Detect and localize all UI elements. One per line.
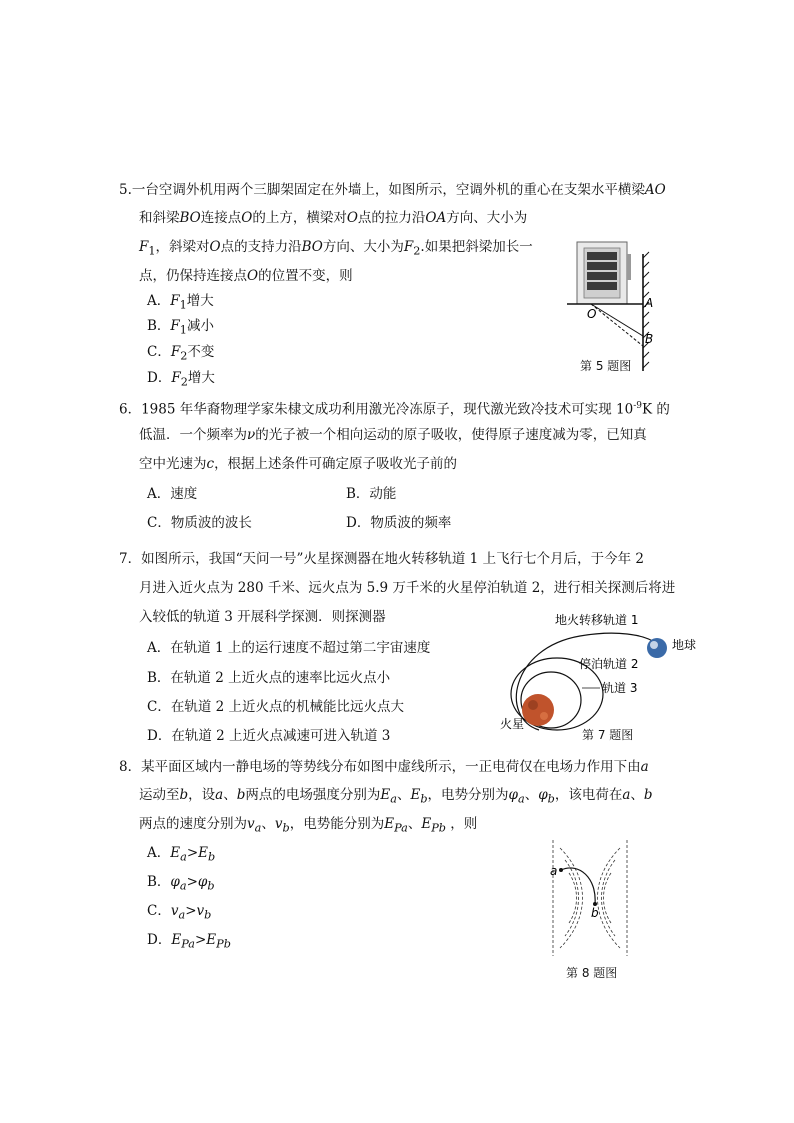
q5-figure bbox=[555, 236, 665, 376]
q5-line-1: 5.一台空调外机用两个三脚架固定在外墙上，如图所示，空调外机的重心在支架水平横梁AO bbox=[119, 182, 666, 198]
q5-line-3: $F_1$，斜梁对O点的支持力沿BO方向、大小为$F_2$.如果把斜梁加长一 bbox=[139, 239, 533, 258]
air-conditioner-unit bbox=[577, 242, 631, 304]
q6-line-1: 6．1985 年华裔物理学家朱棣文成功利用激光冷冻原子，现代激光致冷技术可实现 $10^{-9}K$ 的 bbox=[119, 401, 670, 418]
q7-figure bbox=[495, 608, 705, 743]
q8-figure bbox=[545, 838, 635, 963]
label-b: b bbox=[591, 906, 599, 920]
label-a: a bbox=[550, 864, 558, 878]
label-earth: 地球 bbox=[672, 638, 697, 652]
q5-option-c[interactable]: C．$F_2$不变 bbox=[147, 344, 215, 363]
q6-option-b[interactable]: B．动能 bbox=[346, 486, 397, 502]
q7-line-3: 入较低的轨道 3 开展科学探测．则探测器 bbox=[139, 609, 386, 625]
charge-trajectory bbox=[561, 868, 595, 904]
label-a: A bbox=[645, 296, 654, 310]
q7-caption: 第 7 题图 bbox=[582, 728, 634, 742]
extended-beam bbox=[591, 304, 643, 346]
beam-bo bbox=[591, 304, 643, 336]
q6-option-d[interactable]: D．物质波的频率 bbox=[346, 515, 452, 531]
q5-option-b[interactable]: B．$F_1$减小 bbox=[147, 318, 214, 337]
q5-option-d[interactable]: D．$F_2$增大 bbox=[147, 370, 215, 389]
q6-option-c[interactable]: C．物质波的波长 bbox=[147, 515, 252, 531]
q8-line-3: 两点的速度分别为$v_a$、$v_b$，电势能分别为$E_{Pa}$、$E_{Pb}$ ，则 bbox=[139, 816, 478, 835]
q8-caption: 第 8 题图 bbox=[566, 966, 618, 980]
label-o: O bbox=[587, 307, 597, 321]
wall-hatching bbox=[643, 252, 649, 368]
q7-option-d[interactable]: D．在轨道 2 上近火点减速可进入轨道 3 bbox=[147, 728, 391, 744]
q8-option-a[interactable]: A．$E_a>E_b$ bbox=[147, 845, 216, 864]
label-b: B bbox=[645, 332, 654, 346]
q6-line-3: 空中光速为c，根据上述条件可确定原子吸收光子前的 bbox=[139, 456, 458, 472]
mars-planet bbox=[522, 694, 554, 726]
q7-option-c[interactable]: C．在轨道 2 上近火点的机械能比远火点大 bbox=[147, 699, 405, 715]
label-orbit-2: 停泊轨道 2 bbox=[579, 657, 639, 671]
q5-line-4: 点，仍保持连接点O的位置不变，则 bbox=[139, 268, 353, 284]
equipotential-lines bbox=[553, 840, 627, 956]
q8-option-d[interactable]: D．$E_{Pa}>E_{Pb}$ bbox=[147, 932, 231, 951]
q8-line-1: 8．某平面区域内一静电场的等势线分布如图中虚线所示，一正电荷仅在电场力作用下由a bbox=[119, 759, 649, 775]
point-a bbox=[559, 868, 563, 872]
q7-option-a[interactable]: A．在轨道 1 上的运行速度不超过第二宇宙速度 bbox=[147, 640, 431, 656]
q8-option-c[interactable]: C．$v_a>v_b$ bbox=[147, 903, 212, 922]
q8-option-b[interactable]: B．$\varphi_a>\varphi_b$ bbox=[147, 874, 215, 893]
q5-caption: 第 5 题图 bbox=[580, 359, 632, 373]
q7-line-1: 7．如图所示，我国“天问一号”火星探测器在地火转移轨道 1 上飞行七个月后，于今年 2 bbox=[119, 551, 644, 567]
q7-option-b[interactable]: B．在轨道 2 上近火点的速率比远火点小 bbox=[147, 670, 391, 686]
label-orbit-1: 地火转移轨道 1 bbox=[555, 613, 639, 627]
q7-line-2: 月进入近火点为 280 千米、远火点为 5.9 万千米的火星停泊轨道 2，进行相关探测后将进 bbox=[139, 580, 676, 596]
q5-line-2: 和斜梁BO连接点O的上方，横梁对O点的拉力沿OA方向、大小为 bbox=[139, 210, 528, 226]
label-orbit-3: 轨道 3 bbox=[602, 681, 638, 695]
q6-option-a[interactable]: A．速度 bbox=[147, 486, 198, 502]
earth-planet bbox=[647, 638, 667, 658]
q6-line-2: 低温．一个频率为ν的光子被一个相向运动的原子吸收，使得原子速度减为零，已知真 bbox=[139, 427, 647, 443]
q8-line-2: 运动至b，设a、b两点的电场强度分别为$E_a$、$E_b$，电势分别为$\varphi_a$、$\varphi_b$，该电荷在a、b bbox=[139, 787, 653, 806]
label-mars: 火星 bbox=[500, 717, 525, 731]
q5-option-a[interactable]: A．$F_1$增大 bbox=[147, 293, 214, 312]
